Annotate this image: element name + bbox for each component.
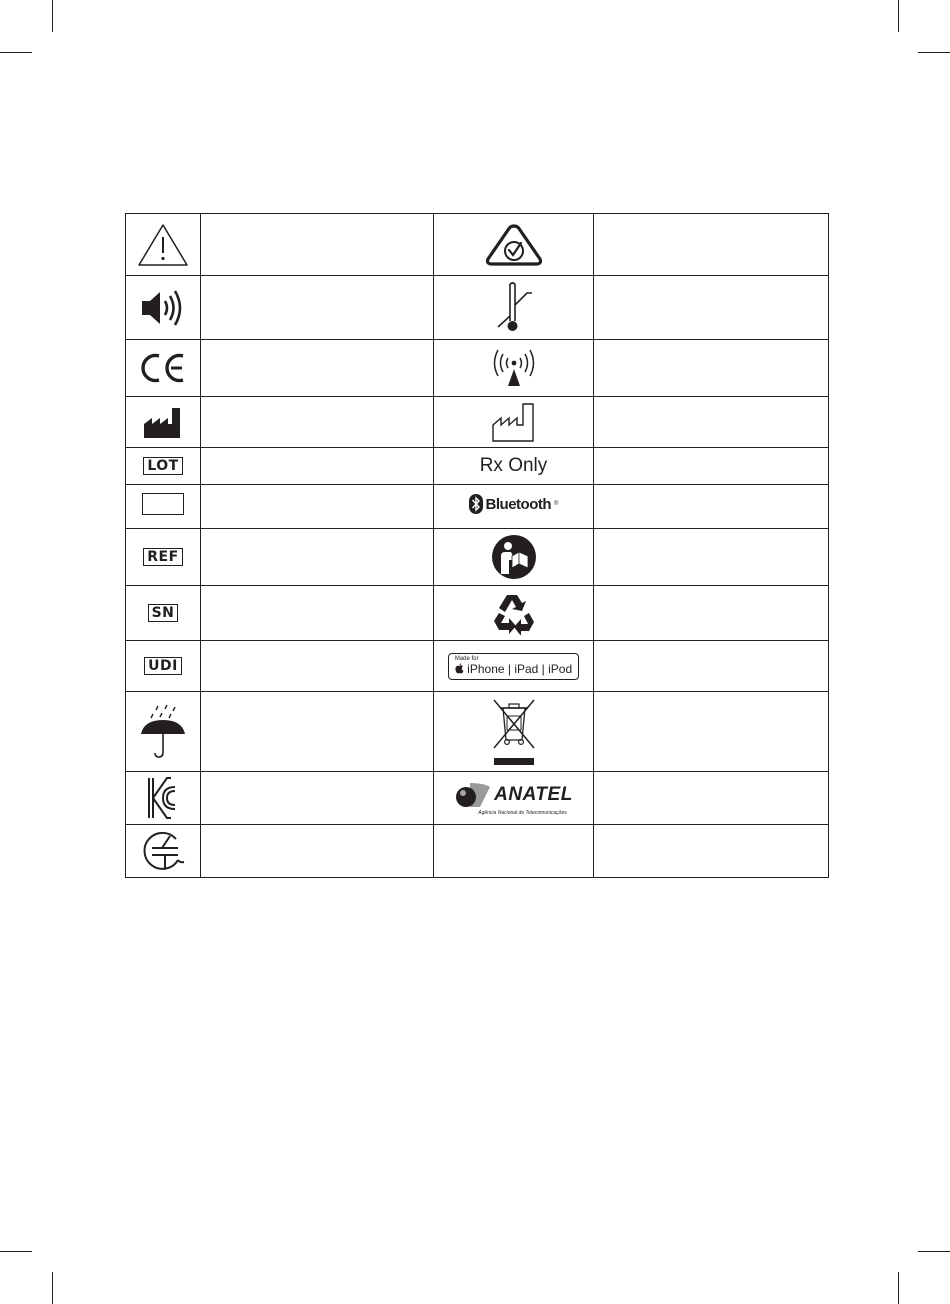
temperature-limit-icon [494,281,534,335]
empty-cell [434,825,594,878]
table-row [126,586,829,641]
symbol-description [201,448,434,485]
warning-triangle-icon [137,222,189,268]
table-row [126,641,829,692]
symbol-description [594,340,829,397]
symbol-description [594,772,829,825]
symbol-description [201,340,434,397]
mfi-devices: iPhone | iPad | iPod [467,661,573,676]
table-row [126,448,829,485]
crop-mark [0,1251,32,1252]
symbol-description [201,641,434,692]
rcm-compliance-icon [482,223,546,267]
mfi-made-for: Made for [454,655,479,662]
speaker-volume-icon [138,283,188,333]
crop-mark [918,52,950,53]
table-row [126,825,829,878]
crop-mark [898,1272,899,1304]
bluetooth-icon [469,494,483,514]
symbol-description [201,692,434,772]
symbol-description [594,825,829,878]
table-row [126,214,829,276]
symbol-description [201,214,434,276]
symbol-description [201,397,434,448]
symbol-description [594,641,829,692]
symbol-description [594,214,829,276]
table-row [126,276,829,340]
lot-icon: LOT [143,457,182,475]
ce-mark-icon [139,350,187,386]
symbol-description [594,448,829,485]
symbol-description [594,692,829,772]
symbol-description [594,586,829,641]
symbol-description [201,485,434,529]
crop-mark [898,0,899,32]
apple-logo-icon [455,663,464,674]
anatel-wordmark: ANATEL [494,783,573,805]
crop-mark [918,1251,950,1252]
rx-only-text: Rx Only [479,455,548,476]
udi-icon: UDI [144,657,182,675]
symbol-description [594,276,829,340]
symbol-description [201,529,434,586]
symbol-description [201,825,434,878]
registered-mark: ® [554,501,559,507]
symbol-description [201,276,434,340]
symbol-description [201,772,434,825]
anatel-logo [454,781,573,816]
table-row [126,772,829,825]
non-ionizing-radiation-icon [489,346,539,390]
bluetooth-wordmark: Bluetooth [485,495,552,513]
made-for-apple-badge [448,653,579,680]
table-row [126,485,829,529]
recycle-icon [491,591,537,635]
keep-dry-umbrella-icon [138,704,188,760]
symbol-description [201,586,434,641]
table-row [126,340,829,397]
table-row [126,397,829,448]
anatel-sphere-icon [454,781,492,809]
crop-mark [52,1272,53,1304]
symbol-description [594,397,829,448]
ref-icon: REF [143,548,182,566]
bluetooth-logo [469,494,559,514]
symbol-description [594,529,829,586]
table-row [126,529,829,586]
crop-mark [0,52,32,53]
crop-mark [52,0,53,32]
japan-telec-mark-icon [140,830,186,872]
symbol-description [594,485,829,529]
symbols-table [125,213,829,878]
manufacturer-icon [142,404,184,440]
date-of-manufacture-icon [491,401,537,443]
kc-mark-icon [145,775,181,821]
table-row [126,692,829,772]
empty-box-icon [142,493,184,515]
weee-crossed-bin-icon [489,696,539,768]
anatel-subtitle: Agência Nacional de Telecomunicações [478,809,567,816]
sn-icon: SN [148,604,179,622]
read-manual-icon [491,534,537,580]
